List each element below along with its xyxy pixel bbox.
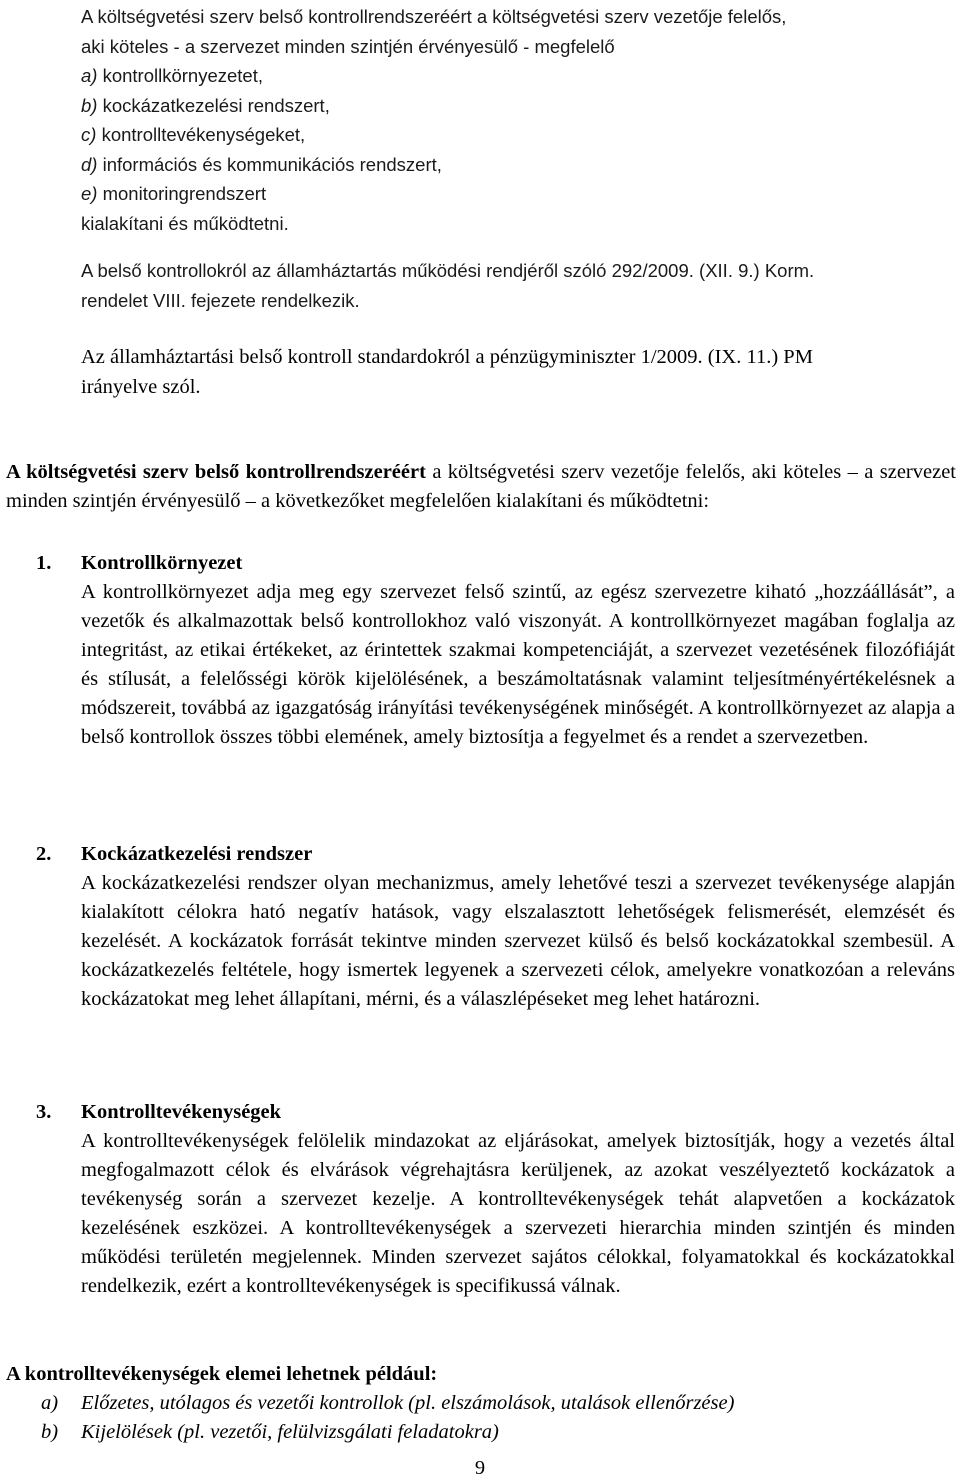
intro-item-c: c) kontrolltevékenységeket,: [81, 124, 306, 145]
section-1-number: 1.: [36, 552, 52, 574]
section-3-title: Kontrolltevékenységek: [81, 1101, 282, 1123]
intro-item-b: b) kockázatkezelési rendszert,: [81, 94, 330, 116]
section-3-number: 3.: [36, 1101, 52, 1123]
example-item-b: b) Kijelölések (pl. vezetői, felülvizsgálati feladatokra): [41, 1421, 499, 1443]
intro-item-d: d) információs és kommunikációs rendszert,: [81, 153, 442, 175]
section-2-title: Kockázatkezelési rendszer: [81, 843, 313, 865]
section-3-text: A kontrolltevékenységek felölelik mindazokat az eljárásokat, amelyek biztosítják, hogy a vezetés által megfogalmazott célok és elvárások végrehajtásra kerüljenek, az azokat veszélyeztető kockázatok a tevékenység során a szervezet kezelje. A kontrolltevékenységek tehát alapvetően a kockázatok kezelésének eszközei. A kontrolltevékenységek a szervezeti hierarchia minden szintjén és minden működési területén megjelennek. Minden szervezet sajátos célokkal, folyamatokkal és kockázatokkal rendelkezik, ezért a kontrolltevékenységek is specifikussá válnak.: [81, 1130, 955, 1297]
intro-line-2: aki köteles - a szervezet minden szintjén érvényesülő - megfelelő: [81, 35, 615, 57]
section-2-text: A kockázatkezelési rendszer olyan mechanizmus, amely lehetővé teszi a szervezet tevékenysége alapján kialakított célokra ható negatív hatások, vagy elszalasztott lehetőségek felismerését, elemzését és kezelését. A kockázatok forrását tekintve minden szervezet külső és belső kockázatokkal szembesül. A kockázatkezelés feltétele, hogy ismertek legyenek a szervezeti célok, amelyekre vonatkozóan a releváns kockázatokat meg lehet állapítani, mérni, és a válaszlépéseket meg lehet határozni.: [81, 872, 955, 1010]
section-2-number: 2.: [36, 843, 52, 865]
pm-paragraph: Az államháztartási belső kontroll standardokról a pénzügyminiszter 1/2009. (IX. 11.) PM irányelve szól.: [81, 346, 813, 398]
examples-heading: A kontrolltevékenységek elemei lehetnek például:: [6, 1363, 438, 1385]
intro-block: [81, 2, 955, 238]
section-2: [81, 840, 955, 1014]
korm-paragraph: A belső kontrollokról az államháztartás működési rendjéről szóló 292/2009. (XII. 9.) Korm. rendelet VIII. fejezete rendelkezik.: [81, 260, 815, 311]
intro-item-e: e) monitoringrendszert: [81, 183, 267, 204]
section-1-text: A kontrollkörnyezet adja meg egy szervezet felső szintű, az egész szervezetre kiható „hozzáállását”, a vezetők és alkalmazottak belső kontrollokhoz való viszonyát. A kontrollkörnyezet magában foglalja az integritást, az etikai értékeket, az érintettek szakmai kompetenciáját, a szervezet vezetésének filozófiáját és stílusát, a felelősségi körök kijelölésének, a beszámoltatásnak valamint teljesítményértékelésnek a módszereit, továbbá az igazgatóság irányítási tevékenységének minőségét. A kontrollkörnyezet az alapja a belső kontrollok összes többi elemének, amely biztosítja a fegyelmet és a rendet a szervezetben.: [81, 581, 955, 748]
section-3: [81, 1098, 955, 1301]
intro-closing: kialakítani és működtetni.: [81, 212, 289, 234]
main-paragraph: A költségvetési szerv belső kontrollrendszeréért a költségvetési szerv vezetője felelős, aki köteles – a szervezet minden szintjén érvényesülő – a következőket megfelelően kialakítani és működtetni:: [6, 461, 956, 512]
section-1-title: Kontrollkörnyezet: [81, 552, 243, 574]
intro-item-a: a) kontrollkörnyezetet,: [81, 65, 264, 86]
example-item-a: a) Előzetes, utólagos és vezetői kontrollok (pl. elszámolások, utalások ellenőrzése): [41, 1392, 735, 1414]
page-number: 9: [474, 1457, 486, 1479]
intro-line-1: A költségvetési szerv belső kontrollrendszeréért a költségvetési szerv vezetője felelős,: [81, 6, 787, 27]
section-1: [81, 549, 955, 752]
